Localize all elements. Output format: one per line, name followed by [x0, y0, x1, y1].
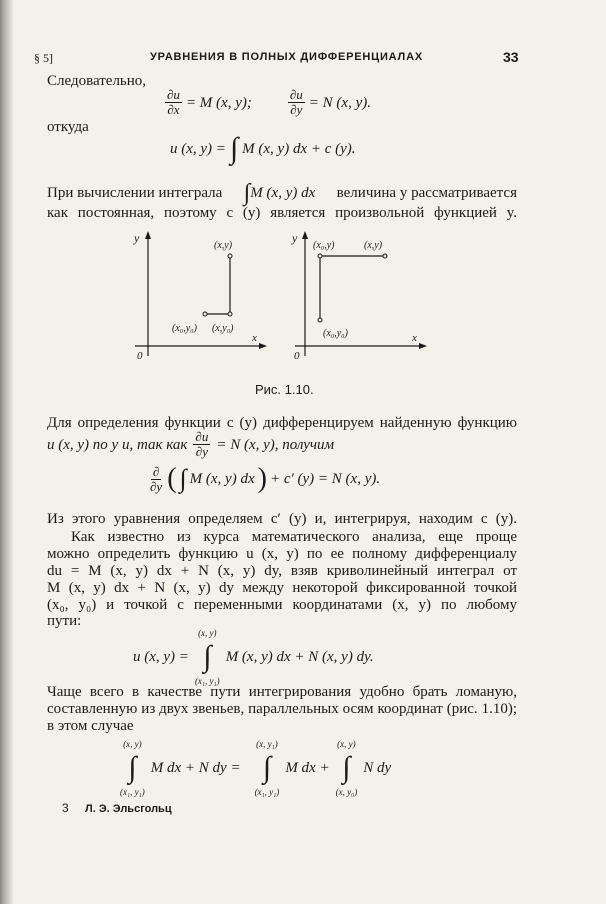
text-consequently: Следовательно,: [47, 73, 147, 89]
integral-sign: ∫: [128, 751, 137, 784]
eq4-rhs: M (x, y) dx + N (x, y) dy.: [225, 649, 374, 665]
left-x-arrow: [259, 343, 267, 349]
fraction-du-dy: $\frac{\partial u}{\partial y}$: [289, 87, 303, 117]
integral-sign: ∫: [262, 751, 272, 784]
integral-sign: ∫: [229, 132, 239, 165]
paragraph-4-line-1: Как известно из курса математического анализа, еще проще: [71, 529, 517, 545]
right-top-right-label: (x,y): [364, 240, 383, 251]
upper-limit: (x, y): [337, 739, 356, 749]
lower-limit: (x₁, y₁): [254, 787, 280, 797]
left-point-x0y0: [203, 312, 207, 316]
left-bottom-left-label: (x₀,y₀): [172, 323, 197, 334]
equation-u-integral: [170, 134, 356, 164]
eq3-part1: M (x, y) dx: [189, 471, 255, 487]
paragraph-4-line-5: (x₀, y₀) и точкой с переменными координатами (x, y) по любому: [47, 597, 517, 613]
eq5-part-a: M dx + N dy =: [150, 760, 241, 776]
paragraph-2-line-2: [47, 430, 334, 459]
integral-sign: ∫: [243, 180, 251, 206]
integral-1: [120, 735, 145, 801]
right-top-left-label: (x₀,y): [313, 240, 335, 251]
p2-line2-end: = N (x, y), получим: [216, 436, 335, 453]
paragraph-5-line-1: Чаще всего в качестве пути интегрирования удобно брать ломаную,: [47, 684, 517, 700]
fraction-du-dy: $\frac{\partial u}{\partial y}$: [195, 429, 209, 459]
fraction-d-dy: $\frac{\partial}{\partial y}$: [150, 463, 163, 494]
page-number: 33: [503, 49, 519, 65]
paragraph-1-line-2: как постоянная, поэтому c (y) является произвольной функцией y.: [47, 205, 517, 221]
paragraph-4-line-6: пути:: [47, 613, 82, 629]
p1-integrand: M (x, y) dx: [250, 185, 316, 201]
eq1-left-rhs: = M (x, y);: [185, 94, 252, 111]
eq3-part2: + c′ (y) = N (x, y).: [269, 471, 381, 487]
integral-with-limits: [195, 624, 220, 690]
right-x-label: x: [412, 332, 417, 344]
eq2-rhs: M (x, y) dx + c (y).: [242, 141, 356, 157]
right-point-x0y: [318, 254, 322, 258]
left-y-arrow: [145, 231, 151, 239]
right-point-xy: [383, 254, 387, 258]
left-x-label: x: [252, 332, 257, 344]
author-name: Л. Э. Эльсгольц: [85, 803, 172, 815]
paragraph-5-line-3: в этом случае: [47, 718, 134, 734]
p1-start: При вычислении интеграла: [47, 185, 223, 201]
eq4-lhs: u (x, y) =: [133, 649, 189, 665]
integral-sign: ∫: [179, 464, 187, 493]
left-origin-label: 0: [137, 350, 143, 362]
p2-line2-start: u (x, y) по y и, так как: [47, 436, 188, 453]
section-number: § 5]: [34, 51, 53, 65]
equation-line-integral: [133, 624, 374, 690]
integral-sign: ∫: [203, 640, 212, 673]
left-top-point-label: (x,y): [214, 240, 233, 251]
right-bottom-label: (x₀,y₀): [323, 328, 348, 339]
equation-broken-line-path: [120, 735, 391, 801]
scan-shadow-edge: [0, 0, 14, 904]
eq5-part-b: M dx +: [285, 760, 330, 776]
paragraph-4-line-3: du = M (x, y) dx + N (x, y) dy, взяв криволинейный интеграл от: [47, 563, 517, 579]
p1-end: величина y рассматривается: [336, 185, 517, 201]
equation-derivative: $\frac{\partial}{\partial y}$ ( ∫ M (x, y) dx ) + c′ (y) = N (x, y).: [150, 463, 381, 494]
left-bottom-right-label: (x,y₀): [212, 323, 234, 334]
lower-limit: (x, y₀): [335, 787, 358, 797]
upper-limit: (x, y): [123, 739, 142, 749]
text-whence: откуда: [47, 119, 89, 135]
integral-2: [255, 735, 280, 801]
eq2-lhs: u (x, y) =: [170, 141, 226, 157]
paragraph-4-line-2: можно определить функцию u (x, y) по ее полному дифференциалу: [47, 546, 517, 562]
right-y-arrow: [302, 231, 308, 239]
paragraph-5-line-2: составленную из двух звеньев, параллельных осям координат (рис. 1.10);: [47, 701, 517, 717]
fraction-du-dx: $\frac{\partial u}{\partial x}$: [167, 87, 180, 117]
right-y-label: y: [292, 231, 298, 245]
left-point-xy0: [228, 312, 232, 316]
right-x-arrow: [419, 343, 427, 349]
paragraph-3: Из этого уравнения определяем c′ (y) и, интегрируя, находим c (y).: [47, 511, 517, 527]
eq1-right-rhs: = N (x, y).: [308, 94, 371, 111]
integral-3: [336, 735, 358, 801]
left-y-label: y: [134, 231, 140, 245]
left-point-xy: [228, 254, 232, 258]
figure-caption: Рис. 1.10.: [255, 382, 314, 397]
upper-limit: (x, y₁): [256, 739, 278, 749]
signature-number: 3: [62, 801, 69, 815]
lower-limit: (x₁, y₁): [194, 676, 220, 686]
running-title: УРАВНЕНИЯ В ПОЛНЫХ ДИФФЕРЕНЦИАЛАХ: [150, 51, 423, 63]
integral-sign: ∫: [342, 751, 351, 784]
right-origin-label: 0: [294, 350, 300, 362]
right-point-x0y0: [318, 318, 322, 322]
lower-limit: (x₁, y₁): [120, 787, 145, 797]
paragraph-2-line-1: Для определения функции c (y) дифференцируем найденную функцию: [47, 415, 517, 431]
paragraph-4-line-4: M (x, y) dx + N (x, y) dy между некоторой фиксированной точкой: [47, 580, 517, 596]
figure-1-10: [120, 228, 450, 368]
equation-partials: [165, 88, 371, 117]
upper-limit: (x, y): [198, 628, 217, 638]
eq5-part-c: N dy: [363, 760, 392, 776]
